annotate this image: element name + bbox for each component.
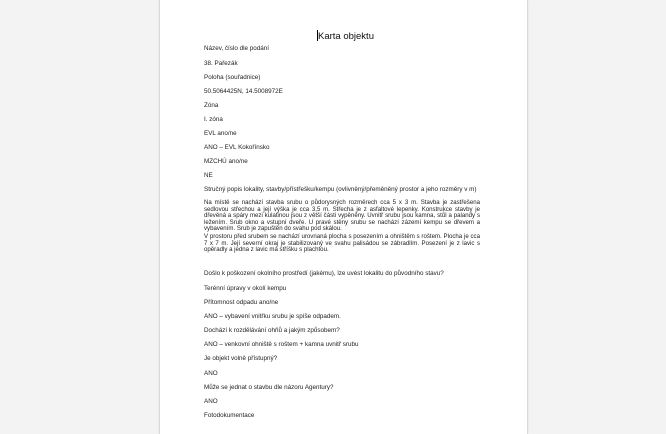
- answer-waste: ANO – vybavení vnitřku srubu je spíše odpadem.: [204, 313, 341, 320]
- document-title: Karta objektu: [318, 31, 374, 42]
- question-access: Je objekt volně přístupný?: [204, 355, 278, 362]
- question-damage: Došlo k poškození okolního prostředí (jakému), lze uvést lokalitu do původního stavu?: [204, 270, 444, 277]
- field-zone-value: I. zóna: [204, 116, 223, 123]
- document-title-wrap[interactable]: [317, 30, 374, 43]
- field-mzchu-label: MZCHÚ ano/ne: [204, 158, 248, 165]
- answer-damage: Terénní úpravy v okolí kempu: [204, 285, 287, 292]
- question-waste: Přítomnost odpadu ano/ne: [204, 299, 279, 306]
- field-evl-value: ANO – EVL Kokořínsko: [204, 144, 270, 151]
- photo-documentation-label: Fotodokumentace: [204, 412, 255, 419]
- field-name-value: 38. Pařezák: [204, 60, 238, 67]
- description-paragraph-1: Na místě se nachází stavba srubu o půdorysných rozměrech cca 5 x 3 m. Stavba je zastřešena sedlovou střechou a její výška je cca 3,5 m. Střecha je z asfaltové lepenky. Konstrukce stavby je dřevěná a spáry mezi kulatinou jsou z větší části vypěněny. Uvnitř srubu jsou kamna, stůl a palandy s ležením. Srub okno a vstupní dveře. U pravé stěny srubu se nachází zázemí kempu se dřevem a vybavením. Srub je zapuštěn do svahu pod skálou.: [204, 199, 480, 233]
- field-zone-label: Zóna: [204, 102, 219, 109]
- description-paragraph-2: V prostoru před srubem se nachází urovnaná plocha s posezením a ohništěm s roštem. Plocha je cca 7 x 7 m. Její severní okraj je stabilizovaný ve svahu palisádou se zábradlím. Posezení je z lavic s opěradly a jedna z lavic má stříšku s plachtou.: [204, 233, 480, 254]
- document-page: [159, 0, 528, 434]
- field-description-label: Stručný popis lokality, stavby/přístřešku/kempu (ovlivněný/přeměněný prostor a jeho rozměry v m): [204, 186, 477, 193]
- field-location-value: 50.5064425N, 14.5008972E: [204, 88, 283, 95]
- question-structure: Může se jednat o stavbu dle názoru Agentury?: [204, 384, 334, 391]
- field-mzchu-value: NE: [204, 172, 213, 179]
- answer-structure: ANO: [204, 398, 218, 405]
- answer-fire: ANO – venkovní ohniště s roštem + kamna uvnitř srubu: [204, 341, 359, 348]
- field-location-label: Poloha (souřadnice): [204, 74, 261, 81]
- question-fire: Dochází k rozdělávání ohňů a jakým způsobem?: [204, 327, 340, 334]
- answer-access: ANO: [204, 370, 218, 377]
- field-evl-label: EVL ano/ne: [204, 130, 237, 137]
- field-name-label: Název, číslo dle podání: [204, 45, 269, 52]
